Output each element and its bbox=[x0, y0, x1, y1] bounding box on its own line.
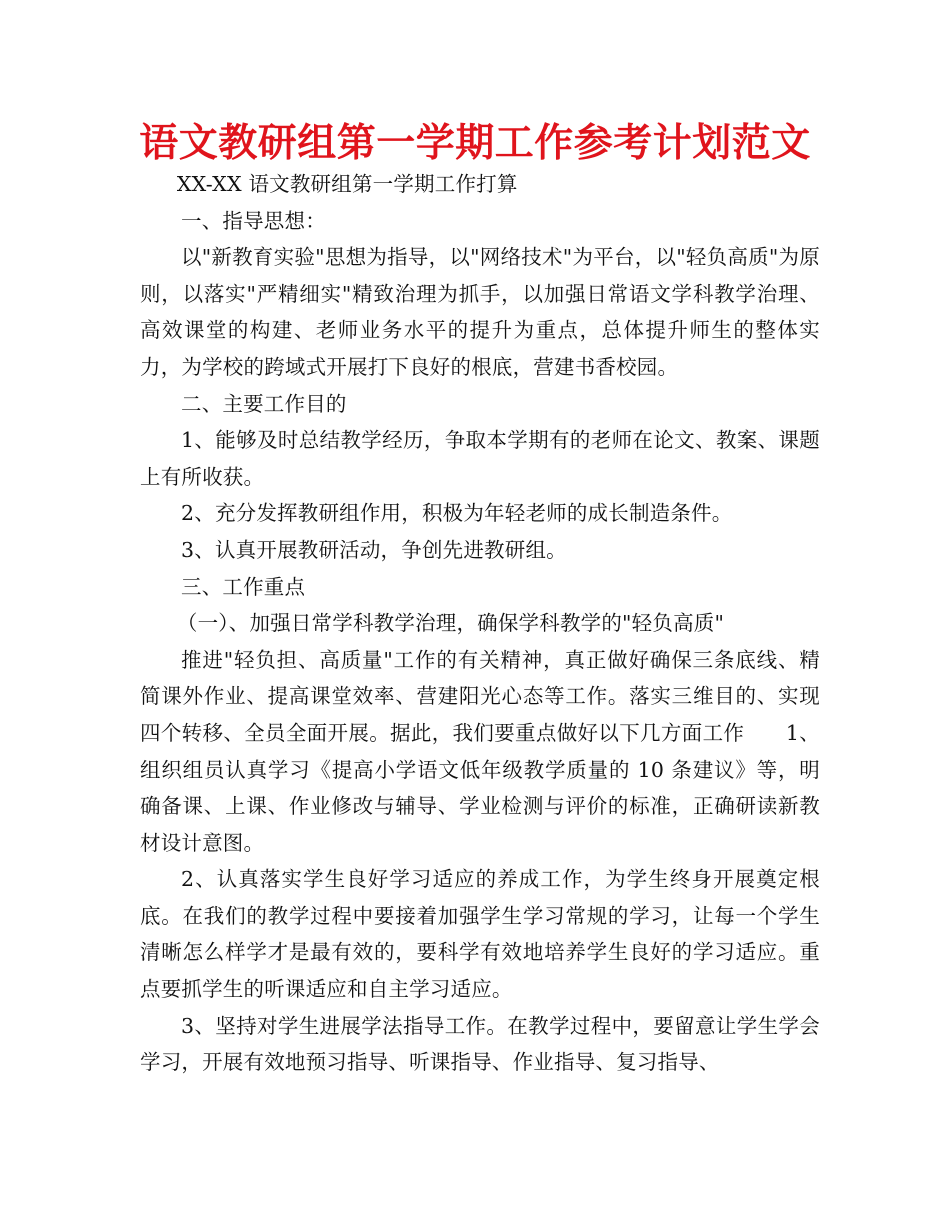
document-title: 语文教研组第一学期工作参考计划范文 bbox=[139, 121, 811, 166]
document-body bbox=[140, 166, 820, 1081]
paragraph-focus-intro: 推进"轻负担、高质量"工作的有关精神，真正做好确保三条底线、精简课外作业、提高课堂效率、营建阳光心态等工作。落实三维目的、实现四个转移、全员全面开展。据此，我们要重点做好以下几方面工作 1、组织组员认真学习《提高小学语文低年级教学质量的 10 条建议》等，明确备课、上课、作业修改与辅导、学业检测与评价的标准，正确研读新教材设计意图。 bbox=[140, 647, 820, 855]
paragraph-heading-1: 一、指导思想： bbox=[181, 208, 326, 233]
paragraph-goal-3: 3、认真开展教研活动，争创先进教研组。 bbox=[181, 537, 567, 562]
paragraph-focus-3: 3、坚持对学生进展学法指导工作。在教学过程中，要留意让学生学会学习，开展有效地预习指导、听课指导、作业指导、复习指导、 bbox=[140, 1013, 820, 1075]
paragraph-subheading-1: （一）、加强日常学科教学治理，确保学科教学的"轻负高质" bbox=[176, 611, 725, 636]
paragraph-guiding-thought: 以"新教育实验"思想为指导，以"网络技术"为平台，以"轻负高质"为原则，以落实"严精细实"精致治理为抓手，以加强日常语文学科教学治理、高效课堂的构建、老师业务水平的提升为重点，总体提升师生的整体实力，为学校的跨域式开展打下良好的根底，营建书香校园。 bbox=[140, 245, 820, 379]
paragraph-goal-1: 1、能够及时总结教学经历，争取本学期有的老师在论文、教案、课题上有所收获。 bbox=[140, 428, 820, 489]
paragraph-heading-2: 二、主要工作目的 bbox=[181, 391, 347, 416]
paragraph-focus-2: 2、认真落实学生良好学习适应的养成工作，为学生终身开展奠定根底。在我们的教学过程中要接着加强学生学习常规的学习，让每一个学生清晰怎么样学才是最有效的，要科学有效地培养学生良好的学习适应。重点要抓学生的听课适应和自主学习适应。 bbox=[140, 867, 820, 1002]
paragraph-heading-3: 三、工作重点 bbox=[181, 574, 306, 599]
paragraph-goal-2: 2、充分发挥教研组作用，积极为年轻老师的成长制造条件。 bbox=[181, 501, 733, 526]
paragraph-subtitle: XX-XX 语文教研组第一学期工作打算 bbox=[176, 172, 518, 196]
